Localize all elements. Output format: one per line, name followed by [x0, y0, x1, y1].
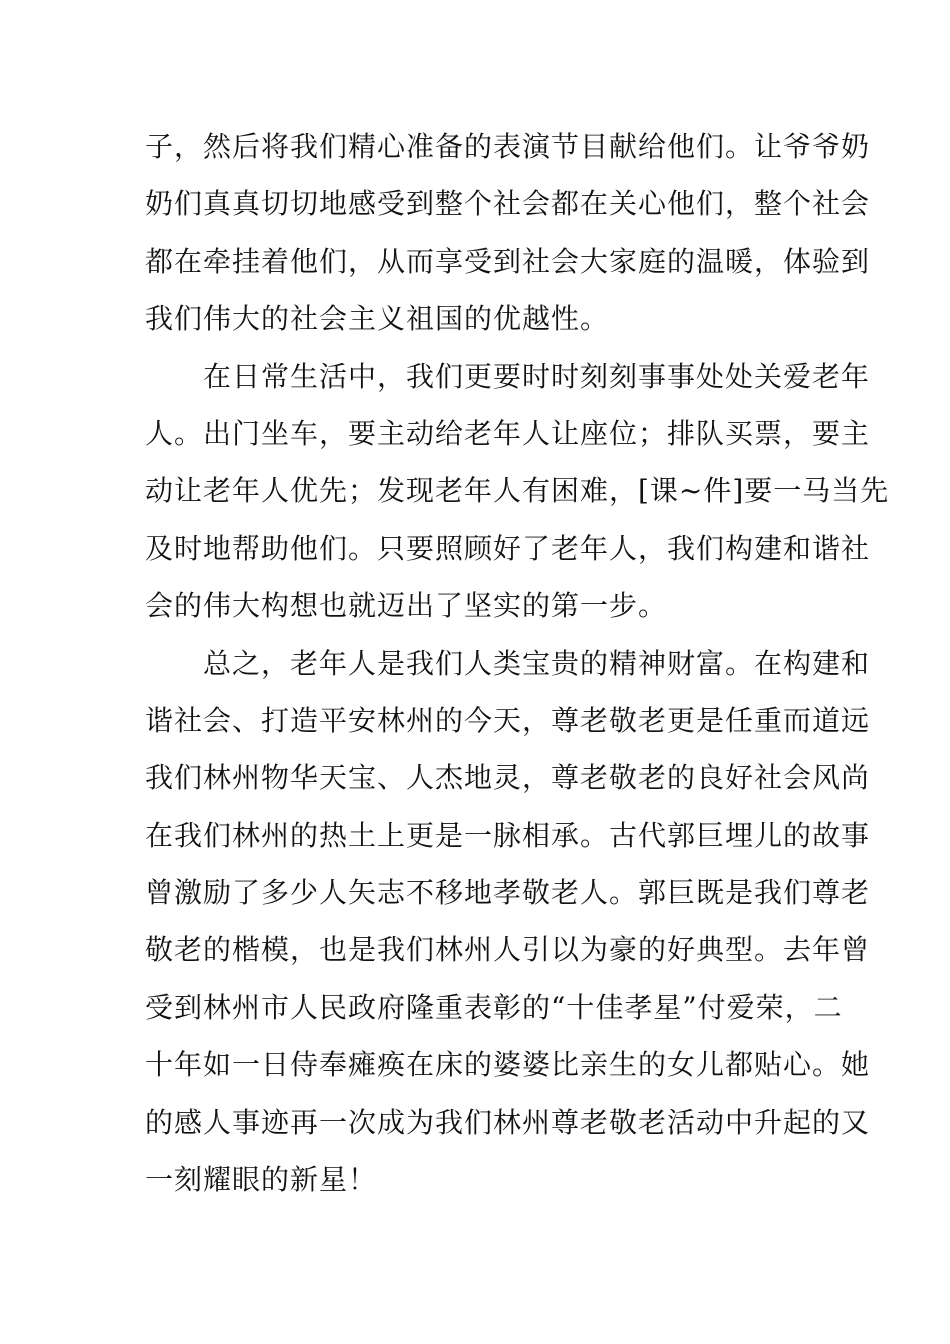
text-line: 都在牵挂着他们，从而享受到社会大家庭的温暖，体验到: [145, 244, 871, 278]
text-line: 及时地帮助他们。只要照顾好了老年人，我们构建和谐社: [145, 531, 871, 565]
text-line: 曾激励了多少人矢志不移地孝敬老人。郭巨既是我们尊老: [145, 876, 871, 910]
paragraph-1: [145, 118, 871, 348]
text-line: 我们林州物华天宝、人杰地灵，尊老敬老的良好社会风尚: [145, 761, 871, 795]
text-line: 受到林州市人民政府隆重表彰的“十佳孝星”付爱荣，二: [145, 990, 843, 1024]
text-line: 一刻耀眼的新星！: [145, 1163, 378, 1197]
text-line: 的感人事迹再一次成为我们林州尊老敬老活动中升起的又: [145, 1105, 871, 1139]
text-line: 奶们真真切切地感受到整个社会都在关心他们，整个社会: [145, 187, 871, 221]
text-line: 谐社会、打造平安林州的今天，尊老敬老更是任重而道远: [145, 703, 871, 737]
text-line: 总之，老年人是我们人类宝贵的精神财富。在构建和: [145, 646, 871, 680]
text-line: 敬老的楷模，也是我们林州人引以为豪的好典型。去年曾: [145, 933, 871, 967]
text-line: 十年如一日侍奉瘫痪在床的婆婆比亲生的女儿都贴心。她: [145, 1048, 871, 1082]
text-line: 人。出门坐车，要主动给老年人让座位；排队买票，要主: [145, 416, 871, 450]
text-line: 子，然后将我们精心准备的表演节目献给他们。让爷爷奶: [145, 130, 871, 163]
text-line: 会的伟大构想也就迈出了坚实的第一步。: [145, 589, 668, 623]
text-line: 我们伟大的社会主义祖国的优越性。: [145, 302, 610, 336]
paragraph-2: [145, 348, 890, 635]
text-line: 在我们林州的热土上更是一脉相承。古代郭巨埋儿的故事: [145, 818, 871, 852]
text-line: 动让老年人优先；发现老年人有困难，[课~件]要一马当先: [145, 474, 890, 508]
document-body: [145, 118, 890, 1208]
text-line: 在日常生活中，我们更要时时刻刻事事处处关爱老年: [145, 359, 871, 393]
paragraph-3: [145, 635, 871, 1209]
